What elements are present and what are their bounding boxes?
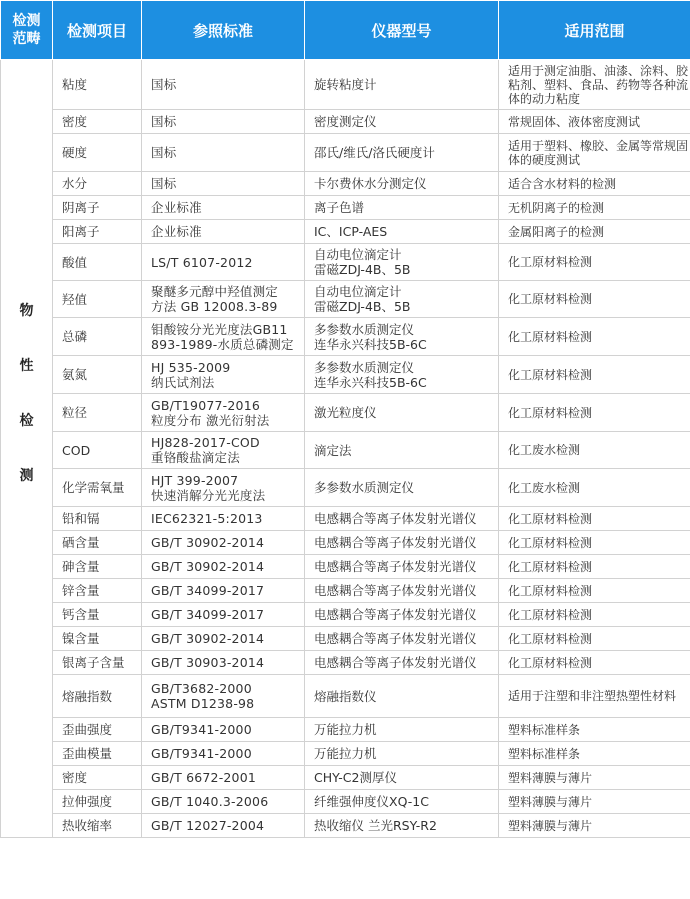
cell-item: 阳离子 (53, 220, 142, 244)
cell-standard: 聚醚多元醇中羟值测定 方法 GB 12008.3-89 (142, 281, 305, 318)
cell-standard: GB/T3682-2000 ASTM D1238-98 (142, 675, 305, 718)
cell-instrument: 激光粒度仪 (305, 394, 499, 432)
table-row (1, 579, 690, 603)
category-char: 物 (19, 302, 34, 319)
table-row (1, 507, 690, 531)
cell-instrument: 纤维强伸度仪XQ-1C (305, 790, 499, 814)
cell-item: 歪曲强度 (53, 718, 142, 742)
cell-item: 密度 (53, 110, 142, 134)
cell-standard: 企业标准 (142, 196, 305, 220)
cell-standard: 国标 (142, 134, 305, 172)
cell-standard: HJT 399-2007 快速消解分光光度法 (142, 469, 305, 507)
cell-standard: GB/T19077-2016 粒度分布 激光衍射法 (142, 394, 305, 432)
cell-item: COD (53, 432, 142, 469)
cell-scope: 常规固体、液体密度测试 (499, 110, 690, 134)
cell-scope: 无机阴离子的检测 (499, 196, 690, 220)
cell-standard: GB/T 1040.3-2006 (142, 790, 305, 814)
table-row (1, 356, 690, 394)
cell-instrument: 电感耦合等离子体发射光谱仪 (305, 579, 499, 603)
table-row (1, 718, 690, 742)
cell-scope: 化工原材料检测 (499, 603, 690, 627)
cell-item: 砷含量 (53, 555, 142, 579)
cell-instrument: 邵氏/维氏/洛氏硬度计 (305, 134, 499, 172)
cell-item: 钙含量 (53, 603, 142, 627)
table-row (1, 531, 690, 555)
cell-standard: IEC62321-5:2013 (142, 507, 305, 531)
cell-item: 硒含量 (53, 531, 142, 555)
cell-instrument: 电感耦合等离子体发射光谱仪 (305, 651, 499, 675)
table-row (1, 790, 690, 814)
cell-item: 密度 (53, 766, 142, 790)
cell-standard: GB/T 30902-2014 (142, 531, 305, 555)
cell-scope: 化工废水检测 (499, 469, 690, 507)
table-row (1, 742, 690, 766)
cell-scope: 化工原材料检测 (499, 394, 690, 432)
cell-standard: GB/T 34099-2017 (142, 579, 305, 603)
table-row (1, 627, 690, 651)
cell-item: 水分 (53, 172, 142, 196)
table-row (1, 432, 690, 469)
cell-item: 总磷 (53, 318, 142, 356)
cell-standard: GB/T 30903-2014 (142, 651, 305, 675)
header-standard: 参照标准 (142, 1, 305, 60)
cell-item: 热收缩率 (53, 814, 142, 838)
cell-standard: GB/T9341-2000 (142, 742, 305, 766)
cell-scope: 适用于注塑和非注塑热塑性材料 (499, 675, 690, 718)
cell-item: 阴离子 (53, 196, 142, 220)
cell-scope: 化工原材料检测 (499, 281, 690, 318)
cell-standard: 国标 (142, 110, 305, 134)
cell-item: 锌含量 (53, 579, 142, 603)
cell-standard: HJ 535-2009 纳氏试剂法 (142, 356, 305, 394)
table-row (1, 555, 690, 579)
cell-scope: 适合含水材料的检测 (499, 172, 690, 196)
cell-instrument: 多参数水质测定仪 连华永兴科技5B-6C (305, 356, 499, 394)
cell-standard: HJ828-2017-COD 重铬酸盐滴定法 (142, 432, 305, 469)
cell-instrument: 电感耦合等离子体发射光谱仪 (305, 627, 499, 651)
cell-scope: 适用于测定油脂、油漆、涂料、胶粘剂、塑料、食品、药物等各种流体的动力粘度 (499, 60, 690, 110)
cell-standard: 企业标准 (142, 220, 305, 244)
cell-instrument: 卡尔费休水分测定仪 (305, 172, 499, 196)
cell-standard: 钼酸铵分光光度法GB11 893-1989-水质总磷测定 (142, 318, 305, 356)
cell-standard: GB/T 30902-2014 (142, 555, 305, 579)
category-cell (1, 60, 53, 838)
header-item: 检测项目 (53, 1, 142, 60)
cell-instrument: IC、ICP-AES (305, 220, 499, 244)
cell-scope: 化工废水检测 (499, 432, 690, 469)
cell-instrument: 自动电位滴定计 雷磁ZDJ-4B、5B (305, 281, 499, 318)
cell-instrument: 熔融指数仪 (305, 675, 499, 718)
table-row (1, 110, 690, 134)
cell-standard: GB/T 30902-2014 (142, 627, 305, 651)
cell-scope: 化工原材料检测 (499, 318, 690, 356)
cell-instrument: 热收缩仪 兰光RSY-R2 (305, 814, 499, 838)
cell-instrument: 电感耦合等离子体发射光谱仪 (305, 507, 499, 531)
cell-scope: 化工原材料检测 (499, 507, 690, 531)
cell-scope: 化工原材料检测 (499, 651, 690, 675)
table-row (1, 651, 690, 675)
cell-instrument: 旋转粘度计 (305, 60, 499, 110)
cell-scope: 塑料薄膜与薄片 (499, 814, 690, 838)
cell-scope: 化工原材料检测 (499, 627, 690, 651)
table-row (1, 394, 690, 432)
cell-item: 铅和镉 (53, 507, 142, 531)
cell-instrument: 电感耦合等离子体发射光谱仪 (305, 555, 499, 579)
cell-item: 银离子含量 (53, 651, 142, 675)
category-char: 测 (19, 467, 34, 484)
cell-item: 拉伸强度 (53, 790, 142, 814)
category-char: 检 (19, 412, 34, 429)
table-row (1, 196, 690, 220)
table-row (1, 134, 690, 172)
cell-scope: 化工原材料检测 (499, 555, 690, 579)
cell-scope: 金属阳离子的检测 (499, 220, 690, 244)
cell-scope: 塑料薄膜与薄片 (499, 766, 690, 790)
table-row (1, 675, 690, 718)
table-row (1, 469, 690, 507)
cell-instrument: 密度测定仪 (305, 110, 499, 134)
cell-item: 氨氮 (53, 356, 142, 394)
cell-item: 粒径 (53, 394, 142, 432)
cell-item: 硬度 (53, 134, 142, 172)
table-row (1, 172, 690, 196)
cell-scope: 塑料标准样条 (499, 742, 690, 766)
cell-standard: GB/T 34099-2017 (142, 603, 305, 627)
cell-item: 羟值 (53, 281, 142, 318)
table-row (1, 281, 690, 318)
cell-instrument: 滴定法 (305, 432, 499, 469)
cell-standard: 国标 (142, 172, 305, 196)
cell-instrument: CHY-C2测厚仪 (305, 766, 499, 790)
cell-scope: 塑料标准样条 (499, 718, 690, 742)
cell-standard: GB/T9341-2000 (142, 718, 305, 742)
cell-scope: 化工原材料检测 (499, 531, 690, 555)
table-row (1, 60, 690, 110)
cell-item: 歪曲模量 (53, 742, 142, 766)
cell-instrument: 电感耦合等离子体发射光谱仪 (305, 531, 499, 555)
header-scope: 适用范围 (499, 1, 690, 60)
cell-instrument: 多参数水质测定仪 连华永兴科技5B-6C (305, 318, 499, 356)
cell-item: 化学需氧量 (53, 469, 142, 507)
cell-instrument: 电感耦合等离子体发射光谱仪 (305, 603, 499, 627)
cell-standard: GB/T 6672-2001 (142, 766, 305, 790)
cell-item: 粘度 (53, 60, 142, 110)
cell-standard: LS/T 6107-2012 (142, 244, 305, 281)
cell-scope: 适用于塑料、橡胶、金属等常规固体的硬度测试 (499, 134, 690, 172)
table-row (1, 318, 690, 356)
header-row (1, 1, 690, 60)
cell-scope: 化工原材料检测 (499, 356, 690, 394)
cell-instrument: 万能拉力机 (305, 742, 499, 766)
cell-instrument: 万能拉力机 (305, 718, 499, 742)
cell-item: 镍含量 (53, 627, 142, 651)
cell-scope: 化工原材料检测 (499, 244, 690, 281)
table-row (1, 766, 690, 790)
cell-instrument: 多参数水质测定仪 (305, 469, 499, 507)
cell-item: 酸值 (53, 244, 142, 281)
table-row (1, 814, 690, 838)
cell-standard: 国标 (142, 60, 305, 110)
cell-standard: GB/T 12027-2004 (142, 814, 305, 838)
header-instrument: 仪器型号 (305, 1, 499, 60)
cell-scope: 化工原材料检测 (499, 579, 690, 603)
cell-scope: 塑料薄膜与薄片 (499, 790, 690, 814)
table-row (1, 220, 690, 244)
table-row (1, 244, 690, 281)
header-category: 检测 范畴 (1, 1, 53, 60)
cell-instrument: 自动电位滴定计 雷磁ZDJ-4B、5B (305, 244, 499, 281)
cell-instrument: 离子色谱 (305, 196, 499, 220)
cell-item: 熔融指数 (53, 675, 142, 718)
table-row (1, 603, 690, 627)
category-char: 性 (19, 357, 34, 374)
